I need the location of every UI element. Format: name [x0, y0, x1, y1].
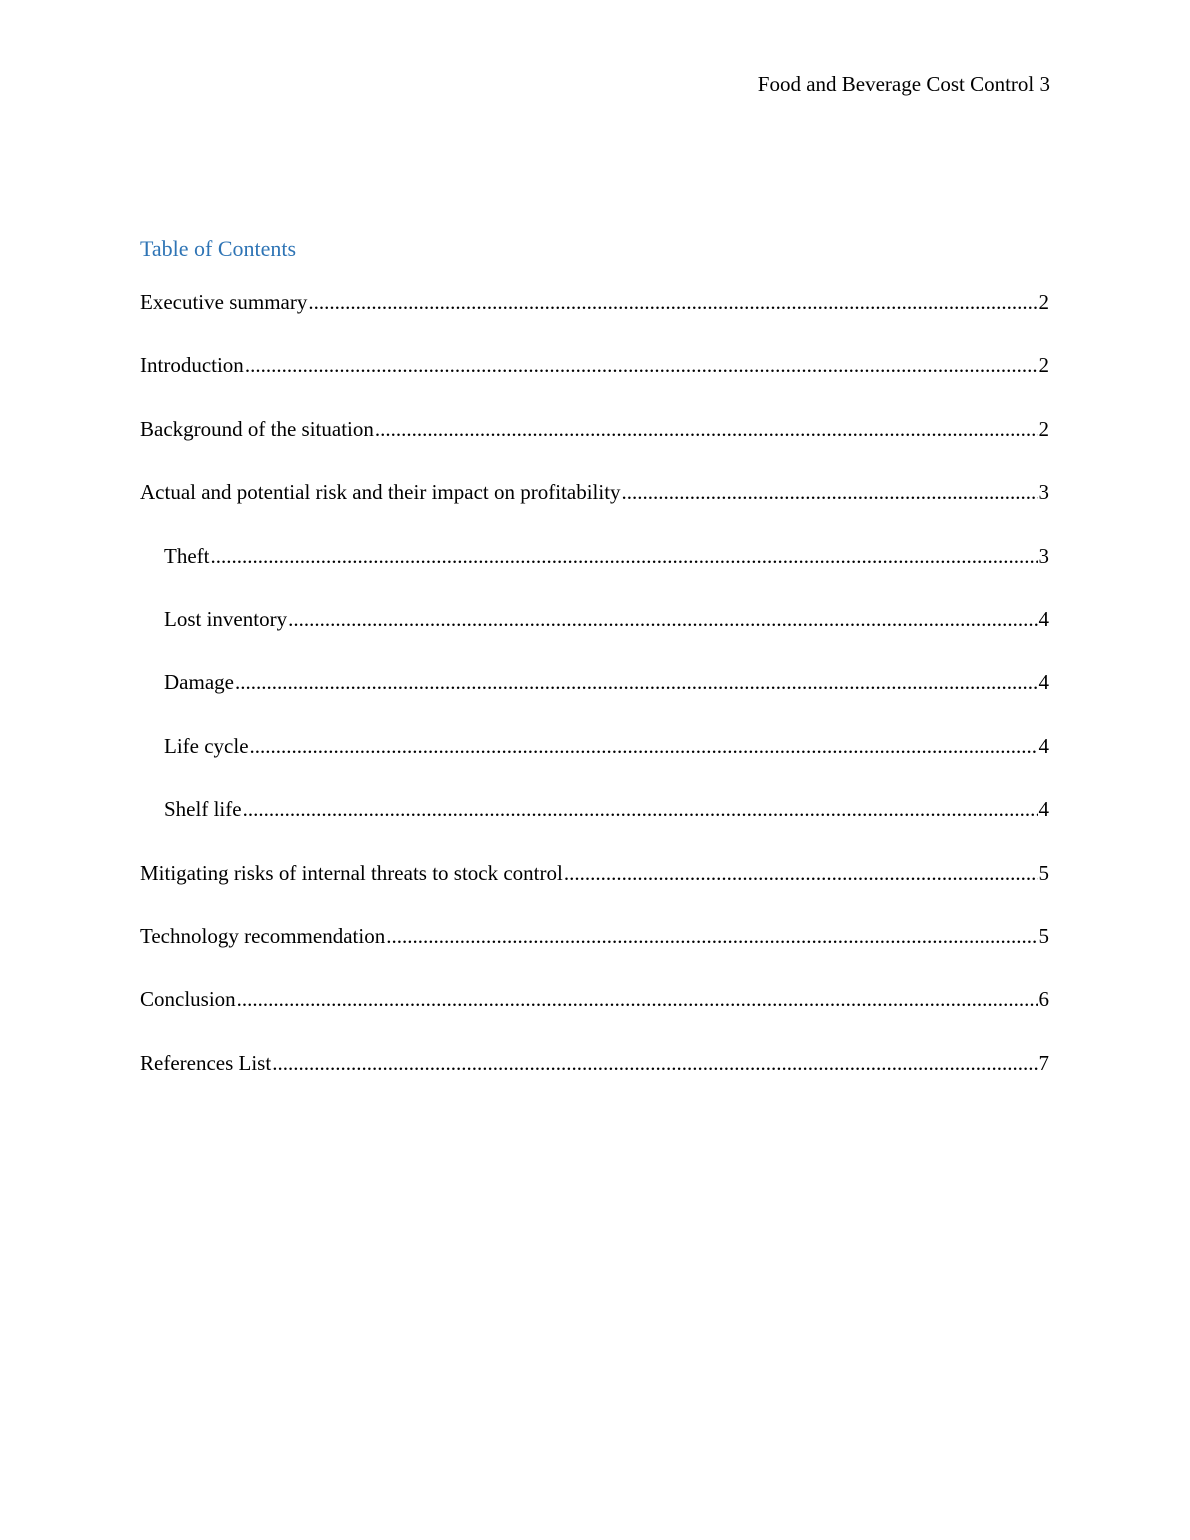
toc-entry-page: 5: [1038, 860, 1049, 885]
toc-entry-damage[interactable]: [140, 668, 1049, 696]
toc-entry-label: Conclusion: [140, 987, 236, 1012]
toc-entry-label: Damage: [164, 670, 234, 695]
toc-entry-page: 3: [1038, 543, 1049, 568]
toc-dot-leader: [308, 288, 1037, 316]
toc-entry-page: 4: [1038, 670, 1049, 695]
running-header: Food and Beverage Cost Control 3: [757, 72, 1050, 96]
toc-dot-leader: [250, 732, 1038, 760]
toc-entry-label: Technology recommendation: [140, 923, 386, 948]
toc-dot-leader: [243, 795, 1038, 823]
toc-dot-leader: [237, 985, 1038, 1013]
toc-entry-page: 3: [1038, 480, 1049, 505]
toc-entry-label: References List: [140, 1050, 272, 1075]
toc-entry-page: 6: [1038, 987, 1049, 1012]
toc-entry-label: Actual and potential risk and their impact on profitability: [140, 480, 621, 505]
toc-entry-references-list[interactable]: [140, 1049, 1049, 1077]
toc-dot-leader: [210, 542, 1037, 570]
toc-entry-conclusion[interactable]: [140, 985, 1049, 1013]
toc-entry-page: 5: [1038, 923, 1049, 948]
toc-entry-background[interactable]: [140, 415, 1049, 443]
toc-entry-page: 4: [1038, 733, 1049, 758]
toc-entry-label: Introduction: [140, 353, 244, 378]
toc-entry-technology-recommendation[interactable]: [140, 922, 1049, 950]
toc-dot-leader: [564, 859, 1038, 887]
toc-entry-label: Executive summary: [140, 290, 308, 314]
toc-entry-label: Theft: [164, 543, 210, 568]
toc-entry-label: Lost inventory: [164, 606, 288, 631]
toc-dot-leader: [622, 478, 1038, 506]
toc-entry-label: Life cycle: [164, 733, 249, 758]
toc-entry-life-cycle[interactable]: [140, 732, 1049, 760]
toc-entry-mitigating-risks[interactable]: [140, 859, 1049, 887]
toc-entry-page: 2: [1038, 353, 1049, 378]
toc-entry-shelf-life[interactable]: [140, 795, 1049, 823]
toc-entry-introduction[interactable]: [140, 351, 1049, 379]
toc-dot-leader: [375, 415, 1038, 443]
toc-dot-leader: [235, 668, 1038, 696]
toc-entry-theft[interactable]: [140, 542, 1049, 570]
toc-entry-lost-inventory[interactable]: [140, 605, 1049, 633]
toc-entry-page: 2: [1038, 290, 1049, 314]
toc-entry-actual-potential-risk[interactable]: [140, 478, 1049, 506]
toc-entry-page: 7: [1038, 1050, 1049, 1075]
toc-entry-label: Mitigating risks of internal threats to stock control: [140, 860, 563, 885]
toc-dot-leader: [272, 1049, 1037, 1077]
toc-title: Table of Contents: [140, 236, 297, 261]
toc-dot-leader: [288, 605, 1037, 633]
table-of-contents: [140, 234, 1049, 1112]
toc-dot-leader: [386, 922, 1037, 950]
toc-entry-label: Shelf life: [164, 797, 242, 822]
toc-dot-leader: [245, 351, 1038, 379]
toc-entry-page: 2: [1038, 416, 1049, 441]
toc-entry-page: 4: [1038, 797, 1049, 822]
toc-entry-label: Background of the situation: [140, 416, 374, 441]
toc-entry-executive-summary[interactable]: [140, 288, 1049, 316]
toc-entry-page: 4: [1038, 606, 1049, 631]
